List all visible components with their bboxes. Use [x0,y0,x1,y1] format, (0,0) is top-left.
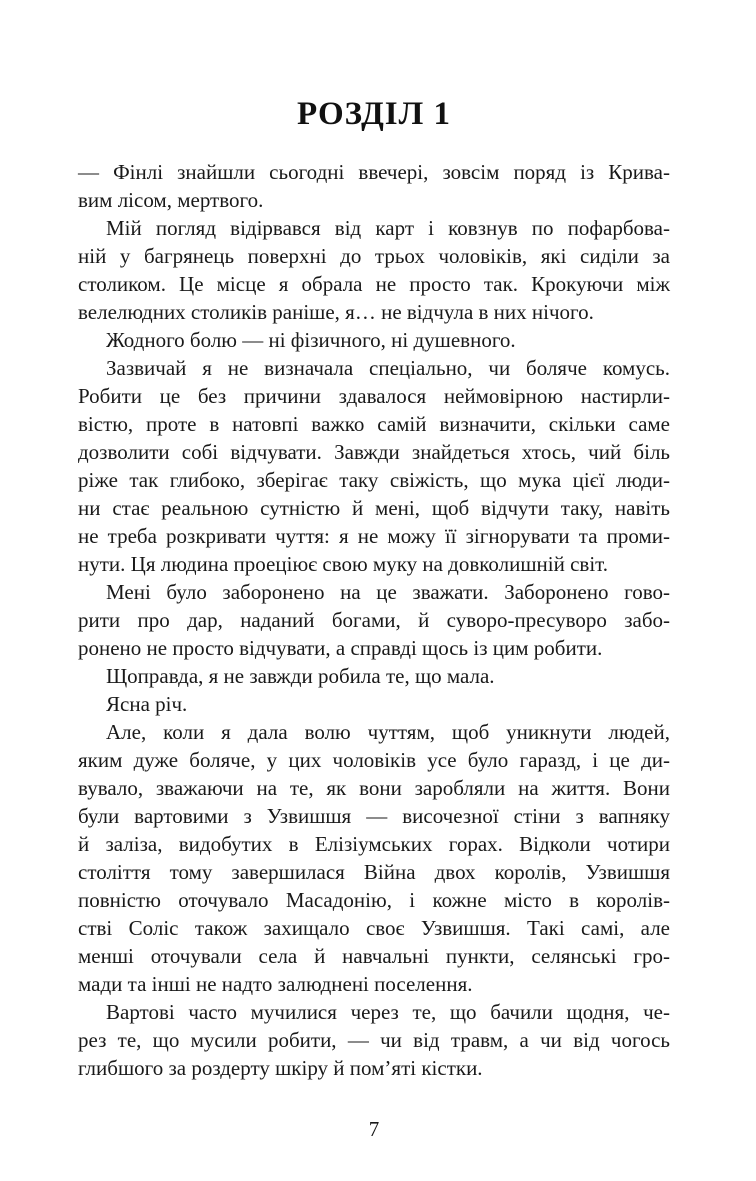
text-line: повністю оточувало Масадонію, і кожне місто в королів- [78,888,670,912]
text-line: рез те, що мусили робити, — чи від травм, а чи від чогось [78,1028,670,1052]
paragraph [78,214,670,326]
text-line: Мені було заборонено на це зважати. Заборонено гово- [106,580,670,604]
text-line: Мій погляд відірвався від карт і ковзнув по пофарбова- [106,216,670,240]
paragraph [78,998,670,1082]
text-line: ріже так глибоко, зберігає таку свіжість, що мука цієї люди- [78,468,670,492]
paragraph [78,578,670,662]
text-line: дозволити собі відчувати. Завжди знайдеться хтось, чий біль [78,440,670,464]
text-block [78,158,670,1082]
text-line: Робити це без причини здавалося неймовірною настирли- [78,384,670,408]
text-line: Щоправда, я не завжди робила те, що мала. [106,664,495,688]
text-line: — Фінлі знайшли сьогодні ввечері, зовсім поряд із Крива- [78,160,670,184]
text-line: яким дуже боляче, у цих чоловіків усе було гаразд, і це ди- [78,748,670,772]
text-line: Жодного болю — ні фізичного, ні душевного. [106,328,516,352]
text-line: стві Соліс також захищало своє Узвишшя. Такі самі, але [78,916,670,940]
paragraph [78,718,670,998]
text-line: вістю, проте в натовпі важко самій визначити, скільки саме [78,412,670,436]
paragraph [78,662,670,690]
text-line: Але, коли я дала волю чуттям, щоб уникнути людей, [106,720,670,744]
text-line: рити про дар, наданий богами, й суворо-пресуворо забо- [78,608,670,632]
text-line: Ясна річ. [106,692,188,716]
paragraph [78,158,670,214]
text-line: століття тому завершилася Війна двох королів, Узвишшя [78,860,670,884]
text-line: велелюдних столиків раніше, я… не відчула в них нічого. [78,300,594,324]
text-line: нути. Ця людина проеціює свою муку на довколишній світ. [78,552,609,576]
text-line: Вартові часто мучилися через те, що бачили щодня, че- [106,1000,670,1024]
paragraph [78,326,670,354]
chapter-title: РОЗДІЛ 1 [297,96,451,132]
page-number: 7 [368,1117,380,1141]
text-line: Зазвичай я не визначала спеціально, чи боляче комусь. [106,356,670,380]
text-line: мади та інші не надто залюднені поселення. [78,972,473,996]
text-line: ни стає реальною сутністю й мені, щоб відчути таку, навіть [78,496,670,520]
text-line: й заліза, видобутих в Елізіумських горах. Відколи чотири [78,832,670,856]
text-line: столиком. Це місце я обрала не просто так. Крокуючи між [78,272,670,296]
text-line: глибшого за роздерту шкіру й пом’яті кістки. [78,1056,483,1080]
text-line: були вартовими з Узвишшя — височезної стіни з вапняку [78,804,670,828]
text-line: менші оточували села й навчальні пункти, селянські гро- [78,944,670,968]
text-line: вувало, зважаючи на те, як вони заробляли на життя. Вони [78,776,670,800]
text-line: вим лісом, мертвого. [78,188,264,212]
paragraph [78,690,670,718]
text-line: ронено не просто відчувати, а справді щось із цим робити. [78,636,603,660]
paragraph [78,354,670,578]
text-line: ній у багрянець поверхні до трьох чоловіків, які сиділи за [78,244,670,268]
text-line: не треба розкривати чуття: я не можу її зігнорувати та проми- [78,524,670,548]
